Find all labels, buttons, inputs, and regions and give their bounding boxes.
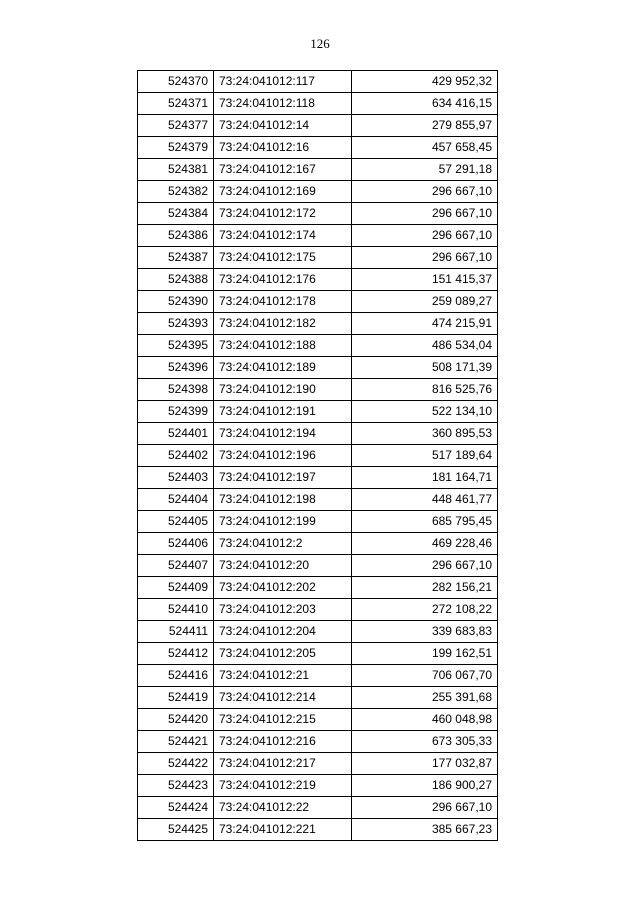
cadastral-number-cell: 73:24:041012:215 bbox=[214, 709, 352, 731]
table-row bbox=[138, 533, 498, 555]
cadastral-number-cell: 73:24:041012:194 bbox=[214, 423, 352, 445]
table-row bbox=[138, 225, 498, 247]
row-id-cell: 524381 bbox=[138, 159, 214, 181]
cadastral-number-cell: 73:24:041012:216 bbox=[214, 731, 352, 753]
table-row bbox=[138, 731, 498, 753]
cadastral-value-cell: 177 032,87 bbox=[352, 753, 498, 775]
row-id-cell: 524386 bbox=[138, 225, 214, 247]
cadastral-value-cell: 259 089,27 bbox=[352, 291, 498, 313]
table-row bbox=[138, 445, 498, 467]
cadastral-value-cell: 486 534,04 bbox=[352, 335, 498, 357]
cadastral-number-cell: 73:24:041012:16 bbox=[214, 137, 352, 159]
table-row bbox=[138, 577, 498, 599]
cadastral-number-cell: 73:24:041012:117 bbox=[214, 71, 352, 93]
cadastral-value-cell: 282 156,21 bbox=[352, 577, 498, 599]
row-id-cell: 524424 bbox=[138, 797, 214, 819]
table-row bbox=[138, 291, 498, 313]
cadastral-value-cell: 279 855,97 bbox=[352, 115, 498, 137]
row-id-cell: 524379 bbox=[138, 137, 214, 159]
table-row bbox=[138, 247, 498, 269]
row-id-cell: 524421 bbox=[138, 731, 214, 753]
table-row bbox=[138, 489, 498, 511]
table-row bbox=[138, 401, 498, 423]
cadastral-value-cell: 296 667,10 bbox=[352, 203, 498, 225]
cadastral-number-cell: 73:24:041012:190 bbox=[214, 379, 352, 401]
cadastral-value-cell: 57 291,18 bbox=[352, 159, 498, 181]
cadastral-value-cell: 448 461,77 bbox=[352, 489, 498, 511]
row-id-cell: 524370 bbox=[138, 71, 214, 93]
cadastral-value-cell: 429 952,32 bbox=[352, 71, 498, 93]
table-row bbox=[138, 203, 498, 225]
cadastral-number-cell: 73:24:041012:214 bbox=[214, 687, 352, 709]
table-row bbox=[138, 687, 498, 709]
cadastral-number-cell: 73:24:041012:167 bbox=[214, 159, 352, 181]
row-id-cell: 524398 bbox=[138, 379, 214, 401]
row-id-cell: 524384 bbox=[138, 203, 214, 225]
cadastral-value-cell: 296 667,10 bbox=[352, 797, 498, 819]
cadastral-number-cell: 73:24:041012:205 bbox=[214, 643, 352, 665]
cadastral-number-cell: 73:24:041012:21 bbox=[214, 665, 352, 687]
cadastral-number-cell: 73:24:041012:191 bbox=[214, 401, 352, 423]
cadastral-number-cell: 73:24:041012:174 bbox=[214, 225, 352, 247]
cadastral-number-cell: 73:24:041012:175 bbox=[214, 247, 352, 269]
table-row bbox=[138, 511, 498, 533]
row-id-cell: 524387 bbox=[138, 247, 214, 269]
cadastral-value-cell: 151 415,37 bbox=[352, 269, 498, 291]
table-row bbox=[138, 357, 498, 379]
row-id-cell: 524412 bbox=[138, 643, 214, 665]
row-id-cell: 524377 bbox=[138, 115, 214, 137]
row-id-cell: 524399 bbox=[138, 401, 214, 423]
table-row bbox=[138, 555, 498, 577]
table-row bbox=[138, 819, 498, 841]
row-id-cell: 524396 bbox=[138, 357, 214, 379]
table-row bbox=[138, 335, 498, 357]
cadastral-number-cell: 73:24:041012:204 bbox=[214, 621, 352, 643]
cadastral-value-cell: 522 134,10 bbox=[352, 401, 498, 423]
table-row bbox=[138, 71, 498, 93]
cadastral-number-cell: 73:24:041012:203 bbox=[214, 599, 352, 621]
row-id-cell: 524423 bbox=[138, 775, 214, 797]
cadastral-number-cell: 73:24:041012:197 bbox=[214, 467, 352, 489]
cadastral-value-cell: 255 391,68 bbox=[352, 687, 498, 709]
row-id-cell: 524371 bbox=[138, 93, 214, 115]
row-id-cell: 524411 bbox=[138, 621, 214, 643]
cadastral-value-cell: 460 048,98 bbox=[352, 709, 498, 731]
cadastral-value-cell: 469 228,46 bbox=[352, 533, 498, 555]
cadastral-number-cell: 73:24:041012:188 bbox=[214, 335, 352, 357]
page-number: 126 bbox=[310, 36, 330, 51]
row-id-cell: 524410 bbox=[138, 599, 214, 621]
cadastral-value-cell: 457 658,45 bbox=[352, 137, 498, 159]
table-body bbox=[138, 71, 498, 841]
table-row bbox=[138, 313, 498, 335]
row-id-cell: 524388 bbox=[138, 269, 214, 291]
cadastral-number-cell: 73:24:041012:217 bbox=[214, 753, 352, 775]
cadastral-value-cell: 296 667,10 bbox=[352, 181, 498, 203]
cadastral-value-cell: 685 795,45 bbox=[352, 511, 498, 533]
table-row bbox=[138, 621, 498, 643]
cadastral-value-cell: 360 895,53 bbox=[352, 423, 498, 445]
cadastral-value-cell: 474 215,91 bbox=[352, 313, 498, 335]
row-id-cell: 524420 bbox=[138, 709, 214, 731]
cadastral-value-cell: 296 667,10 bbox=[352, 225, 498, 247]
row-id-cell: 524406 bbox=[138, 533, 214, 555]
cadastral-number-cell: 73:24:041012:20 bbox=[214, 555, 352, 577]
cadastral-number-cell: 73:24:041012:199 bbox=[214, 511, 352, 533]
cadastral-value-cell: 339 683,83 bbox=[352, 621, 498, 643]
cadastral-value-cell: 181 164,71 bbox=[352, 467, 498, 489]
cadastral-number-cell: 73:24:041012:169 bbox=[214, 181, 352, 203]
cadastral-number-cell: 73:24:041012:172 bbox=[214, 203, 352, 225]
cadastral-value-cell: 296 667,10 bbox=[352, 247, 498, 269]
row-id-cell: 524419 bbox=[138, 687, 214, 709]
cadastral-number-cell: 73:24:041012:189 bbox=[214, 357, 352, 379]
cadastral-value-cell: 272 108,22 bbox=[352, 599, 498, 621]
table-row bbox=[138, 467, 498, 489]
cadastral-number-cell: 73:24:041012:198 bbox=[214, 489, 352, 511]
table-row bbox=[138, 753, 498, 775]
row-id-cell: 524407 bbox=[138, 555, 214, 577]
row-id-cell: 524425 bbox=[138, 819, 214, 841]
row-id-cell: 524382 bbox=[138, 181, 214, 203]
cadastral-number-cell: 73:24:041012:202 bbox=[214, 577, 352, 599]
table-row bbox=[138, 159, 498, 181]
table-row bbox=[138, 775, 498, 797]
cadastral-number-cell: 73:24:041012:221 bbox=[214, 819, 352, 841]
row-id-cell: 524403 bbox=[138, 467, 214, 489]
cadastral-value-cell: 634 416,15 bbox=[352, 93, 498, 115]
row-id-cell: 524416 bbox=[138, 665, 214, 687]
row-id-cell: 524393 bbox=[138, 313, 214, 335]
table-row bbox=[138, 709, 498, 731]
table-row bbox=[138, 643, 498, 665]
cadastral-value-cell: 706 067,70 bbox=[352, 665, 498, 687]
table-row bbox=[138, 137, 498, 159]
row-id-cell: 524395 bbox=[138, 335, 214, 357]
row-id-cell: 524390 bbox=[138, 291, 214, 313]
cadastral-number-cell: 73:24:041012:196 bbox=[214, 445, 352, 467]
cadastral-value-cell: 517 189,64 bbox=[352, 445, 498, 467]
cadastral-value-cell: 816 525,76 bbox=[352, 379, 498, 401]
cadastral-value-cell: 385 667,23 bbox=[352, 819, 498, 841]
cadastral-number-cell: 73:24:041012:219 bbox=[214, 775, 352, 797]
row-id-cell: 524401 bbox=[138, 423, 214, 445]
cadastral-value-cell: 186 900,27 bbox=[352, 775, 498, 797]
table-row bbox=[138, 423, 498, 445]
cadastral-number-cell: 73:24:041012:182 bbox=[214, 313, 352, 335]
row-id-cell: 524402 bbox=[138, 445, 214, 467]
cadastral-value-cell: 199 162,51 bbox=[352, 643, 498, 665]
table-row bbox=[138, 181, 498, 203]
row-id-cell: 524409 bbox=[138, 577, 214, 599]
cadastral-value-cell: 296 667,10 bbox=[352, 555, 498, 577]
table-row bbox=[138, 797, 498, 819]
table-row bbox=[138, 665, 498, 687]
table-row bbox=[138, 93, 498, 115]
cadastral-number-cell: 73:24:041012:176 bbox=[214, 269, 352, 291]
table-row bbox=[138, 269, 498, 291]
row-id-cell: 524422 bbox=[138, 753, 214, 775]
table-row bbox=[138, 599, 498, 621]
cadastral-value-cell: 508 171,39 bbox=[352, 357, 498, 379]
cadastral-number-cell: 73:24:041012:22 bbox=[214, 797, 352, 819]
table-row bbox=[138, 379, 498, 401]
row-id-cell: 524404 bbox=[138, 489, 214, 511]
cadastral-number-cell: 73:24:041012:2 bbox=[214, 533, 352, 555]
cadastral-value-cell: 673 305,33 bbox=[352, 731, 498, 753]
cadastral-number-cell: 73:24:041012:14 bbox=[214, 115, 352, 137]
cadastral-number-cell: 73:24:041012:118 bbox=[214, 93, 352, 115]
row-id-cell: 524405 bbox=[138, 511, 214, 533]
cadastral-value-table bbox=[137, 70, 498, 841]
table-row bbox=[138, 115, 498, 137]
cadastral-number-cell: 73:24:041012:178 bbox=[214, 291, 352, 313]
